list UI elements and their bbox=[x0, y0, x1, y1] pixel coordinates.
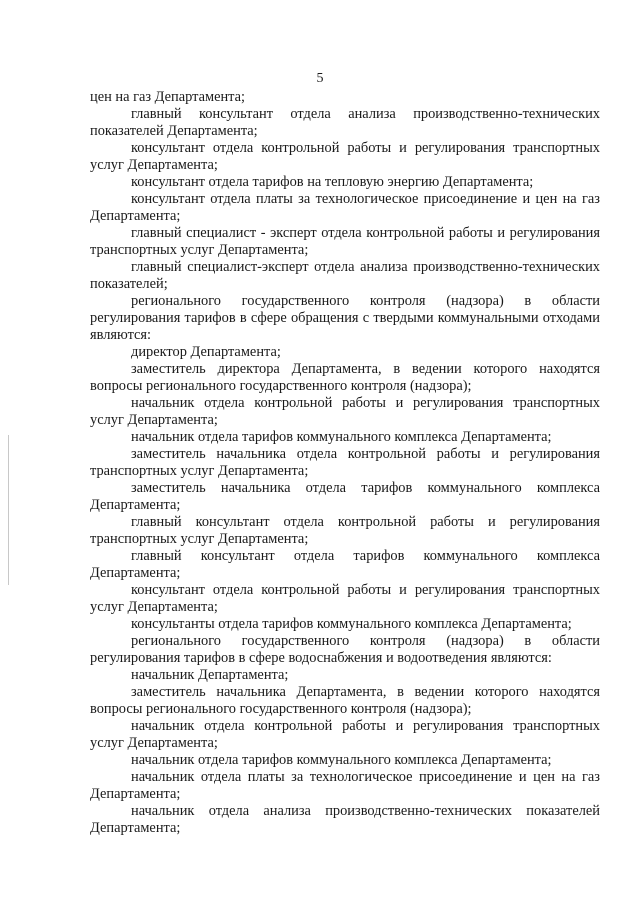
scan-edge-mark bbox=[8, 435, 9, 585]
paragraph: консультант отдела контрольной работы и регулирования транспортных услуг Департамента; bbox=[90, 140, 600, 173]
paragraph: консультант отдела платы за технологическое присоединение и цен на газ Департамента; bbox=[90, 191, 600, 224]
paragraph: начальник отдела контрольной работы и регулирования транспортных услуг Департамента; bbox=[90, 395, 600, 428]
paragraph: консультант отдела тарифов на тепловую энергию Департамента; bbox=[131, 174, 534, 190]
paragraph: главный специалист-эксперт отдела анализа производственно-технических показателей; bbox=[90, 259, 600, 292]
paragraph: заместитель начальника отдела контрольной работы и регулирования транспортных услуг Департамента; bbox=[90, 446, 600, 479]
paragraph: главный специалист - эксперт отдела контрольной работы и регулирования транспортных услуг Департамента; bbox=[90, 225, 600, 258]
paragraph: начальник отдела платы за технологическое присоединение и цен на газ Департамента; bbox=[90, 769, 600, 802]
paragraph: директор Департамента; bbox=[131, 344, 281, 360]
paragraph: начальник отдела тарифов коммунального комплекса Департамента; bbox=[131, 429, 552, 445]
paragraph: заместитель директора Департамента, в ведении которого находятся вопросы регионального государственного контроля (надзора); bbox=[90, 361, 600, 394]
paragraph: главный консультант отдела контрольной работы и регулирования транспортных услуг Департамента; bbox=[90, 514, 600, 547]
paragraph: консультанты отдела тарифов коммунального комплекса Департамента; bbox=[131, 616, 572, 632]
paragraph: начальник Департамента; bbox=[131, 667, 289, 683]
paragraph: начальник отдела анализа производственно-технических показателей Департамента; bbox=[90, 803, 600, 836]
page-number: 5 bbox=[316, 71, 324, 86]
paragraph: главный консультант отдела тарифов коммунального комплекса Департамента; bbox=[90, 548, 600, 581]
paragraph: консультант отдела контрольной работы и регулирования транспортных услуг Департамента; bbox=[90, 582, 600, 615]
paragraph: заместитель начальника Департамента, в ведении которого находятся вопросы регионального государственного контроля (надзора); bbox=[90, 684, 600, 717]
paragraph: главный консультант отдела анализа производственно-технических показателей Департамента; bbox=[90, 106, 600, 139]
paragraph: начальник отдела тарифов коммунального комплекса Департамента; bbox=[131, 752, 552, 768]
paragraph: регионального государственного контроля (надзора) в области регулирования тарифов в сфере водоснабжения и водоотведения являются: bbox=[90, 633, 600, 666]
paragraph: регионального государственного контроля (надзора) в области регулирования тарифов в сфере обращения с твердыми коммунальными отходами являются: bbox=[90, 293, 600, 343]
paragraph: цен на газ Департамента; bbox=[90, 89, 246, 105]
paragraph: начальник отдела контрольной работы и регулирования транспортных услуг Департамента; bbox=[90, 718, 600, 751]
document-body bbox=[90, 89, 600, 837]
paragraph: заместитель начальника отдела тарифов коммунального комплекса Департамента; bbox=[90, 480, 600, 513]
